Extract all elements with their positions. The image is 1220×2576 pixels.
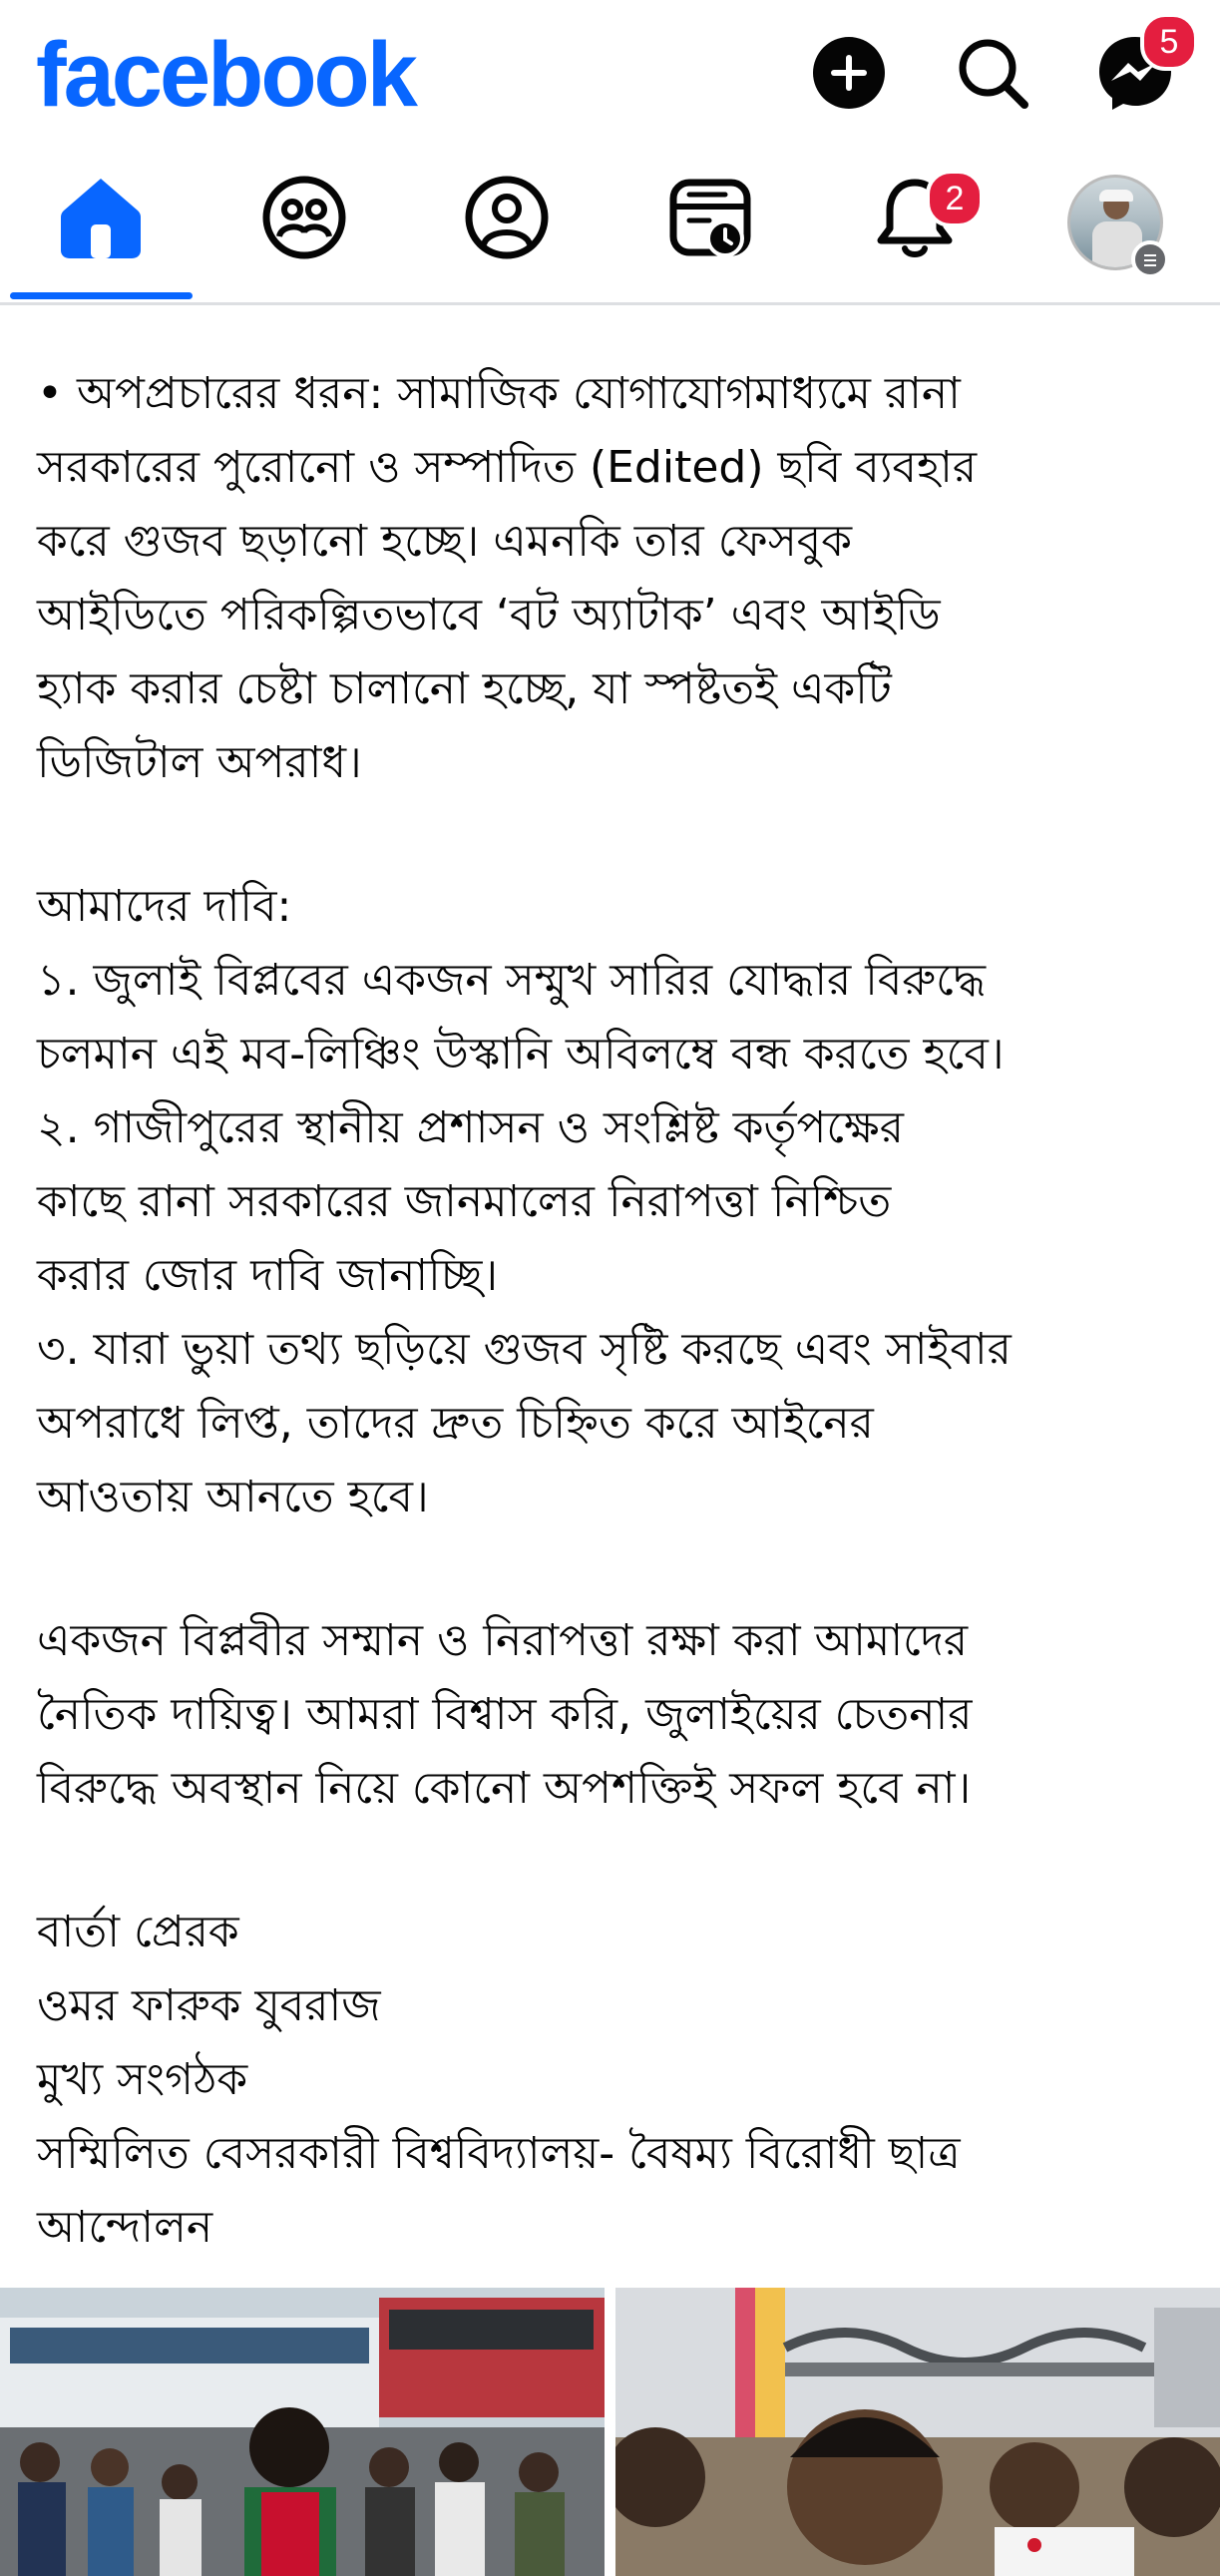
search-button[interactable]	[955, 35, 1030, 111]
post-text-line: আমাদের দাবি:	[37, 881, 292, 932]
post-text-line: সম্মিলিত বেসরকারী বিশ্ববিদ্যালয়- বৈষম্য বিরোধী ছাত্র	[37, 2128, 961, 2179]
post-text-line: করে গুজব ছড়ানো হচ্ছে। এমনকি তার ফেসবুক	[37, 516, 853, 567]
post-text-line: চলমান এই মব-লিঞ্চিং উস্কানি অবিলম্বে বন্ধ করতে হবে।	[37, 1029, 1005, 1079]
tab-menu[interactable]	[1067, 175, 1167, 274]
post-text-line: আওতায় আনতে হবে।	[37, 1472, 429, 1522]
post-paragraph-break	[37, 1534, 1204, 1604]
post-text	[37, 357, 1204, 2265]
post-text-line: ডিজিটাল অপরাধ।	[37, 737, 362, 788]
tab-video[interactable]	[665, 173, 755, 262]
photo-protest-crowd[interactable]	[615, 2288, 1220, 2576]
search-icon	[955, 35, 1030, 111]
post-text-line: বিরুদ্ধে অবস্থান নিয়ে কোনো অপশক্তিই সফল হবে না।	[37, 1763, 972, 1814]
photo-divider	[605, 2288, 615, 2576]
video-icon	[665, 173, 755, 262]
messenger-badge: 5	[1140, 13, 1198, 71]
profile-icon	[462, 173, 552, 262]
post-text-line: নৈতিক দায়িত্ব। আমরা বিশ্বাস করি, জুলাইয়ের চেতনার	[37, 1689, 973, 1740]
post-text-line: মুখ্য সংগঠক	[37, 2054, 248, 2105]
active-tab-indicator	[10, 292, 193, 299]
post-paragraph-break	[37, 1826, 1204, 1896]
photo-image	[0, 2288, 605, 2576]
tab-friends[interactable]	[259, 173, 349, 262]
post-photos	[0, 2288, 1220, 2576]
post-text-line: ৩. যারা ভুয়া তথ্য ছড়িয়ে গুজব সৃষ্টি করছে এবং সাইবার	[37, 1324, 1012, 1375]
friends-icon	[259, 173, 349, 262]
post-text-line: সরকারের পুরোনো ও সম্পাদিত (Edited) ছবি ব্যবহার	[37, 442, 978, 493]
notifications-badge: 2	[926, 170, 984, 227]
create-button[interactable]	[811, 35, 887, 111]
post-text-line: অপরাধে লিপ্ত, তাদের দ্রুত চিহ্নিত করে আইনের	[37, 1398, 874, 1449]
post-text-line: ১. জুলাই বিপ্লবের একজন সম্মুখ সারির যোদ্ধার বিরুদ্ধে	[37, 955, 987, 1006]
post-text-line: বার্তা প্রেরক	[37, 1907, 239, 1957]
post-text-line: আন্দোলন	[37, 2202, 213, 2253]
post-text-line: • অপপ্রচারের ধরন: সামাজিক যোগাযোগমাধ্যমে রানা	[37, 368, 961, 419]
post-text-line: ২. গাজীপুরের স্থানীয় প্রশাসন ও সংশ্লিষ্ট কর্তৃপক্ষের	[37, 1102, 904, 1153]
post-paragraph-break	[37, 800, 1204, 870]
home-icon	[56, 173, 146, 262]
top-app-bar	[0, 0, 1220, 155]
post-text-line: আইডিতে পরিকল্পিতভাবে ‘বট অ্যাটাক’ এবং আইডি	[37, 590, 941, 641]
avatar-menu-icon	[1131, 240, 1169, 278]
photo-students-near-buses[interactable]	[0, 2288, 605, 2576]
facebook-logo[interactable]: facebook	[36, 24, 415, 126]
post-text-line: একজন বিপ্লবীর সম্মান ও নিরাপত্তা রক্ষা করা আমাদের	[37, 1615, 969, 1666]
plus-circle-icon	[811, 35, 887, 111]
photo-image	[615, 2288, 1220, 2576]
tab-profile[interactable]	[462, 173, 552, 262]
tab-home[interactable]	[56, 173, 146, 262]
tab-bar	[0, 155, 1220, 305]
post-text-line: ওমর ফারুক যুবরাজ	[37, 1980, 381, 2031]
post-text-line: কাছে রানা সরকারের জানমালের নিরাপত্তা নিশ্চিত	[37, 1176, 892, 1227]
post-text-line: করার জোর দাবি জানাচ্ছি।	[37, 1250, 499, 1301]
post-text-line: হ্যাক করার চেষ্টা চালানো হচ্ছে, যা স্পষ্টতই একটি	[37, 663, 892, 714]
